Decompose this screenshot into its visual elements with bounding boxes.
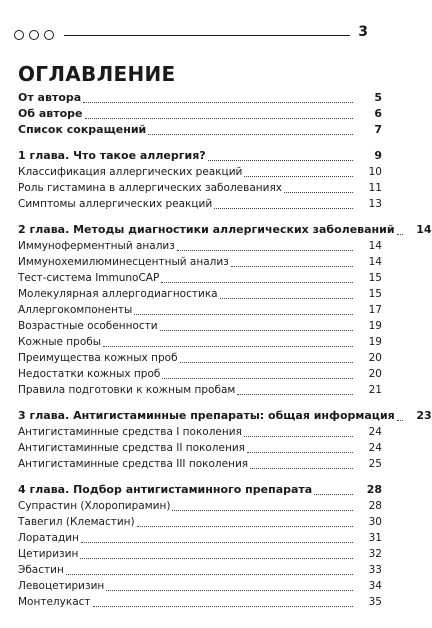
- dot-leader: [106, 590, 353, 591]
- table-of-contents: [18, 90, 432, 610]
- dot-leader: [83, 102, 353, 103]
- toc-entry-label: Цетиризин: [18, 548, 79, 560]
- toc-entry-page: 14: [368, 256, 382, 268]
- toc-entry[interactable]: [18, 456, 382, 472]
- dot-leader: [148, 134, 353, 135]
- toc-entry-page: 34: [368, 580, 382, 592]
- toc-entry[interactable]: [18, 382, 382, 398]
- dot-leader: [208, 160, 353, 161]
- toc-entry-label: 3 глава. Антигистаминные препараты: общая информация: [18, 409, 395, 422]
- toc-entry-page: 33: [368, 564, 382, 576]
- toc-entry-label: От автора: [18, 91, 82, 104]
- dot-leader: [134, 314, 353, 315]
- toc-entry[interactable]: [18, 366, 382, 382]
- dot-leader: [93, 606, 353, 607]
- dot-leader: [177, 250, 353, 251]
- toc-heading-entry[interactable]: [18, 122, 382, 138]
- toc-entry[interactable]: [18, 270, 382, 286]
- toc-entry-page: 19: [368, 320, 382, 332]
- toc-entry-page: 14: [368, 240, 382, 252]
- toc-entry-page: 24: [368, 442, 382, 454]
- toc-entry-page: 32: [368, 548, 382, 560]
- toc-entry-label: Об авторе: [18, 107, 83, 120]
- toc-entry-label: Правила подготовки к кожным пробам: [18, 384, 236, 396]
- dot-leader: [162, 378, 353, 379]
- toc-heading-entry[interactable]: [18, 148, 382, 164]
- toc-entry[interactable]: [18, 286, 382, 302]
- toc-entry[interactable]: [18, 530, 382, 546]
- toc-entry-label: Супрастин (Хлоропирамин): [18, 500, 171, 512]
- toc-entry[interactable]: [18, 424, 382, 440]
- toc-entry-label: Монтелукаст: [18, 596, 91, 608]
- toc-entry-label: Роль гистамина в аллергических заболеваниях: [18, 182, 282, 194]
- toc-entry-label: Антигистаминные средства I поколения: [18, 426, 242, 438]
- dot-leader: [284, 192, 353, 193]
- toc-entry-page: 30: [368, 516, 382, 528]
- toc-entry-label: Тест-система ImmunoCAP: [18, 272, 160, 284]
- toc-entry[interactable]: [18, 254, 382, 270]
- section-gap: [18, 472, 382, 482]
- dot-leader: [180, 362, 353, 363]
- toc-entry-label: Кожные пробы: [18, 336, 102, 348]
- toc-entry-label: Молекулярная аллергодиагностика: [18, 288, 218, 300]
- toc-entry-label: Эбастин: [18, 564, 64, 576]
- toc-heading-entry[interactable]: [18, 90, 382, 106]
- toc-entry-page: 6: [374, 107, 382, 120]
- toc-entry-label: Иммунохемилюминесцентный анализ: [18, 256, 229, 268]
- toc-entry-label: 1 глава. Что такое аллергия?: [18, 149, 206, 162]
- toc-entry[interactable]: [18, 578, 382, 594]
- toc-entry-label: 2 глава. Методы диагностики аллергических заболеваний: [18, 223, 395, 236]
- toc-entry-page: 10: [368, 166, 382, 178]
- toc-entry[interactable]: [18, 164, 382, 180]
- toc-entry-label: Аллергокомпоненты: [18, 304, 133, 316]
- toc-entry-page: 17: [368, 304, 382, 316]
- toc-heading-entry[interactable]: [18, 222, 432, 238]
- toc-entry-page: 13: [368, 198, 382, 210]
- toc-entry-label: Преимущества кожных проб: [18, 352, 178, 364]
- section-gap: [18, 212, 382, 222]
- dot-leader: [244, 176, 353, 177]
- toc-heading-entry[interactable]: [18, 106, 382, 122]
- dot-leader: [397, 420, 403, 421]
- toc-entry[interactable]: [18, 318, 382, 334]
- dot-leader: [137, 526, 353, 527]
- toc-entry-page: 14: [416, 223, 432, 236]
- toc-entry-page: 7: [374, 123, 382, 136]
- toc-heading-entry[interactable]: [18, 408, 432, 424]
- toc-entry[interactable]: [18, 514, 382, 530]
- toc-entry[interactable]: [18, 440, 382, 456]
- circle-icon: [29, 30, 39, 40]
- toc-entry[interactable]: [18, 196, 382, 212]
- toc-entry-label: Антигистаминные средства III поколения: [18, 458, 249, 470]
- dot-leader: [66, 574, 353, 575]
- toc-entry-page: 25: [368, 458, 382, 470]
- toc-entry-page: 11: [368, 182, 382, 194]
- toc-entry-label: Лоратадин: [18, 532, 79, 544]
- toc-heading-entry[interactable]: [18, 482, 382, 498]
- header-rule: [64, 35, 350, 36]
- toc-entry-label: Список сокращений: [18, 123, 147, 136]
- toc-entry-label: Возрастные особенности: [18, 320, 158, 332]
- toc-entry-label: Левоцетиризин: [18, 580, 105, 592]
- toc-entry[interactable]: [18, 238, 382, 254]
- toc-entry-label: Классификация аллергических реакций: [18, 166, 243, 178]
- toc-entry-page: 5: [374, 91, 382, 104]
- page-number: 3: [358, 24, 368, 40]
- dot-leader: [85, 118, 353, 119]
- dot-leader: [314, 494, 353, 495]
- dot-leader: [237, 394, 353, 395]
- circle-icon: [44, 30, 54, 40]
- dot-leader: [172, 510, 353, 511]
- section-gap: [18, 398, 382, 408]
- toc-entry-page: 20: [368, 352, 382, 364]
- header-circles: [14, 30, 54, 40]
- dot-leader: [247, 452, 353, 453]
- toc-entry[interactable]: [18, 334, 382, 350]
- toc-entry-page: 28: [366, 483, 382, 496]
- toc-entry-page: 28: [368, 500, 382, 512]
- toc-entry-page: 31: [368, 532, 382, 544]
- dot-leader: [103, 346, 353, 347]
- toc-entry-label: Тавегил (Клемастин): [18, 516, 135, 528]
- toc-entry-label: 4 глава. Подбор антигистаминного препарата: [18, 483, 313, 496]
- toc-entry[interactable]: [18, 350, 382, 366]
- toc-entry-label: Симптомы аллергических реакций: [18, 198, 213, 210]
- toc-entry-page: 24: [368, 426, 382, 438]
- toc-entry[interactable]: [18, 546, 382, 562]
- section-gap: [18, 138, 382, 148]
- toc-entry-label: Иммуноферментный анализ: [18, 240, 175, 252]
- dot-leader: [161, 282, 353, 283]
- dot-leader: [220, 298, 353, 299]
- dot-leader: [397, 234, 403, 235]
- toc-entry-page: 15: [368, 272, 382, 284]
- dot-leader: [81, 542, 353, 543]
- toc-entry-page: 15: [368, 288, 382, 300]
- toc-entry-page: 21: [368, 384, 382, 396]
- dot-leader: [160, 330, 353, 331]
- toc-entry-page: 20: [368, 368, 382, 380]
- dot-leader: [80, 558, 353, 559]
- toc-entry[interactable]: [18, 562, 382, 578]
- dot-leader: [214, 208, 353, 209]
- toc-entry[interactable]: [18, 302, 382, 318]
- page-title: ОГЛАВЛЕНИЕ: [18, 62, 176, 86]
- toc-entry[interactable]: [18, 594, 382, 610]
- page-header: [0, 0, 400, 50]
- toc-entry-page: 9: [374, 149, 382, 162]
- toc-entry[interactable]: [18, 180, 382, 196]
- dot-leader: [244, 436, 353, 437]
- circle-icon: [14, 30, 24, 40]
- toc-entry-page: 19: [368, 336, 382, 348]
- toc-entry-label: Антигистаминные средства II поколения: [18, 442, 245, 454]
- toc-entry-page: 35: [368, 596, 382, 608]
- toc-entry-label: Недостатки кожных проб: [18, 368, 161, 380]
- toc-entry-page: 23: [416, 409, 432, 422]
- dot-leader: [250, 468, 353, 469]
- dot-leader: [231, 266, 353, 267]
- toc-entry[interactable]: [18, 498, 382, 514]
